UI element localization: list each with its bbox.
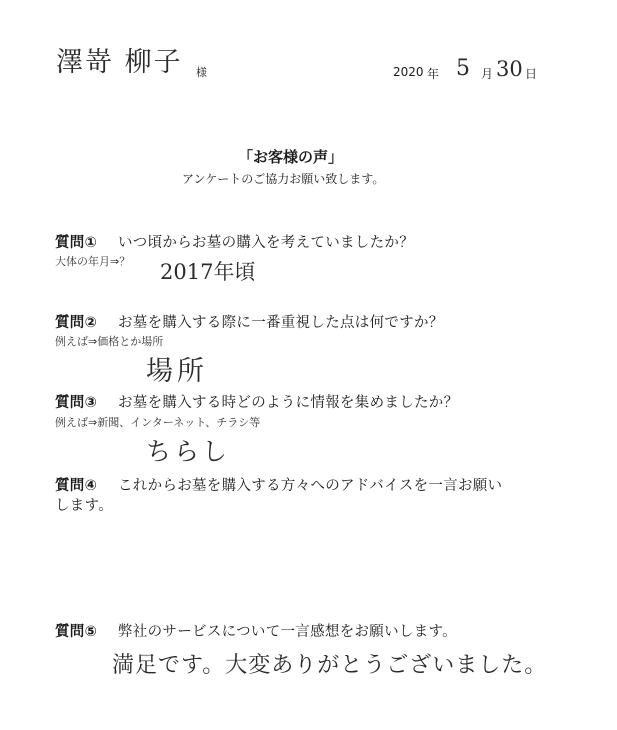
question-1-text: いつ頃からお墓の購入を考えていましたか？ bbox=[118, 235, 414, 251]
question-3-label: 質問③ bbox=[55, 395, 98, 411]
question-5-answer: 満足です。大変ありがとうございました。 bbox=[112, 653, 548, 678]
question-1-label: 質問① bbox=[55, 235, 98, 251]
date-year-unit: 年 bbox=[427, 67, 440, 81]
page-title: 「お客様の声」 bbox=[238, 148, 344, 166]
question-2-hint: 例えば⇒価格とか場所 bbox=[55, 335, 164, 348]
date-month: 5 bbox=[456, 56, 470, 81]
question-5-text: 弊社のサービスについて一言感想をお願いします。 bbox=[118, 624, 457, 640]
question-3-text: お墓を購入する時どのように情報を集めましたか？ bbox=[118, 395, 459, 411]
honorific: 様 bbox=[196, 66, 207, 79]
question-3-hint: 例えば⇒新聞、インターネット、チラシ等 bbox=[55, 416, 261, 429]
question-4-text-cont: します。 bbox=[55, 498, 114, 514]
question-2-label: 質問② bbox=[55, 315, 98, 331]
question-1-hint: 大体の年月⇒？ bbox=[55, 255, 131, 268]
date-year: 2020 bbox=[393, 65, 424, 79]
question-4-text: これからお墓を購入する方々へのアドバイスを一言お願い bbox=[118, 478, 503, 494]
question-5-label: 質問⑤ bbox=[55, 624, 98, 640]
page-subtitle: アンケートのご協力お願い致します。 bbox=[182, 172, 385, 186]
customer-name: 澤嵜 柳子 bbox=[56, 47, 183, 78]
question-1-answer: 2017年頃 bbox=[160, 260, 256, 284]
question-2-answer: 場所 bbox=[146, 356, 208, 387]
question-4-label: 質問④ bbox=[55, 478, 98, 494]
date-month-unit: 月 bbox=[481, 67, 494, 81]
question-3-answer: ちらし bbox=[146, 437, 231, 466]
question-2-text: お墓を購入する際に一番重視した点は何ですか？ bbox=[118, 315, 444, 331]
date-day: 30 bbox=[496, 57, 523, 81]
date-day-unit: 日 bbox=[525, 67, 538, 81]
